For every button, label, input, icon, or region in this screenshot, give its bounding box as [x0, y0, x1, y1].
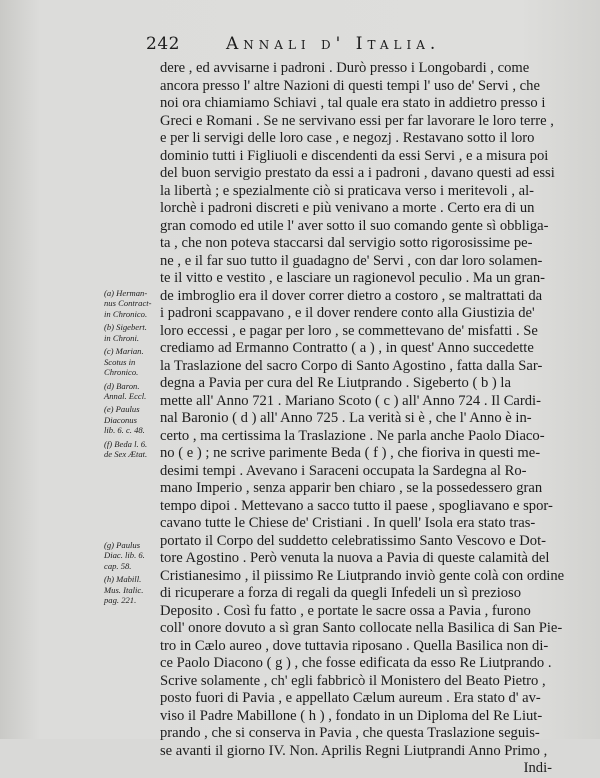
footnote-reference: [104, 574, 162, 605]
footnote-reference: [104, 439, 162, 460]
text-line: loro eccessi , e pagar per loro , se commettevano de' misfatti . Se: [160, 322, 538, 339]
text-line: desimi tempi . Avevano i Saraceni occupata la Sardegna al Ro-: [160, 462, 527, 479]
text-line: Deposito . Così fu fatto , e portate le sacre ossa a Pavia , furono: [160, 602, 531, 619]
footnote-line: (g) Paulus: [104, 540, 141, 550]
text-line: viso il Padre Mabillone ( h ) , fondato in un Diploma del Re Liut-: [160, 707, 543, 724]
text-line: tempo dipoi . Mettevano a sacco tutto il paese , spogliavano e spor-: [160, 497, 553, 514]
text-line: Greci e Romani . Se ne servivano essi per far lavorare le loro terre ,: [160, 112, 554, 129]
footnote-line: (c) Marian.: [104, 346, 144, 357]
footnote-line: Mus. Italic.: [104, 584, 144, 595]
footnote-line: in Chronico.: [104, 308, 148, 319]
text-line: e per li servigi delle loro case , e negozj . Restavano sotto il loro: [160, 130, 535, 146]
footnote-line: in Chroni.: [104, 332, 140, 343]
footnote-line: Diac. lib. 6.: [104, 550, 145, 561]
footnote-line: nus Contract-: [104, 298, 152, 309]
text-line: posto fuori di Pavia , e appellato Cælum aureum . Era stato d' av-: [160, 690, 541, 706]
footnote-line: (a) Herman-: [104, 288, 148, 298]
text-line: prando , che si conserva in Pavia , che questa Traslazione seguis-: [160, 725, 540, 741]
text-line: certo , ma certissima la Traslazione . Ne parla anche Paolo Diaco-: [160, 427, 545, 444]
text-line: degna a Pavia per cura del Re Liutprando . Sigeberto ( b ) la: [160, 375, 511, 391]
footnote-line: Chronico.: [104, 367, 139, 378]
footnote-line: pag. 221.: [104, 595, 137, 606]
running-header: [146, 34, 476, 56]
text-line: tro in Cælo aureo , dove tuttavia riposano . Quella Basilica non di-: [160, 637, 549, 654]
text-line: ce Paolo Diacono ( g ) , che fosse edificata da esso Re Liutprando .: [160, 655, 552, 671]
text-line: la Traslazione del sacro Corpo di Santo Agostino , fatta dalla Sar-: [160, 357, 543, 374]
text-line: la libertà ; e spezialmente ciò si praticava verso i meritevoli , al-: [160, 182, 535, 199]
footnote-reference: [104, 381, 162, 402]
footnote-line: de Sex Ætat.: [104, 449, 148, 460]
text-line: ta , che non poteva staccarsi dal servigio sotto rigorosissime pe-: [160, 235, 533, 251]
text-line: te il vitto e vestito , e lasciare un ragionevol peculio . Ma un gran-: [160, 270, 545, 286]
margin-notes-top: [104, 288, 162, 463]
footnote-line: (h) Mabill.: [104, 574, 142, 585]
footnote-line: (b) Sigebert.: [104, 322, 147, 333]
text-line: gran comodo ed utile l' aver sotto il suo comando gente sì obbliga-: [160, 217, 549, 234]
text-line: cavano tutte le Chiese de' Cristiani . In quell' Isola era stato tras-: [160, 515, 536, 531]
text-line: ancora presso l' altre Nazioni di questi tempi l' uso de' Servi , che: [160, 77, 540, 94]
footnote-reference: [104, 346, 162, 377]
text-line: crediamo ad Ermanno Contratto ( a ) , in quest' Anno succedette: [160, 340, 534, 356]
footnote-reference: [104, 322, 162, 343]
footnote-line: Scotus in: [104, 356, 136, 367]
footnote-line: Diaconus: [104, 414, 137, 425]
text-line: di ricuperare a forza di regali da quegli Infedeli un sì prezioso: [160, 585, 522, 601]
footnote-line: (e) Paulus: [104, 404, 140, 415]
main-text-column: [160, 60, 565, 778]
footnote-line: Annal. Eccl.: [104, 390, 147, 401]
margin-notes-bottom: [104, 540, 162, 609]
text-line: coll' onore dovuto a sì gran Santo collocate nella Basilica di San Pie-: [160, 620, 563, 636]
text-line: Scrive solamente , ch' egli fabbricò il Monistero del Beato Pietro ,: [160, 672, 546, 689]
text-line: dere , ed avvisarne i padroni . Durò presso i Longobardi , come: [160, 60, 530, 76]
text-line: portato il Corpo del suddetto celebratissimo Santo Vescovo e Dot-: [160, 532, 546, 549]
footnote-reference: [104, 288, 162, 319]
text-line: noi ora chiamiamo Schiavi , tal quale era stato in addietro presso i: [160, 95, 546, 111]
catchword: Indi-: [523, 760, 552, 776]
running-title: Annali d' Italia.: [226, 34, 441, 54]
footnote-line: lib. 6. c. 48.: [104, 425, 145, 436]
footnote-line: (f) Beda l. 6.: [104, 438, 148, 449]
text-line: de imbroglio era il dover correr dietro a costoro , se maltrattati da: [160, 287, 543, 304]
text-line: i padroni scappavano , e il dover rendere conto alla Giustizia de': [160, 305, 535, 321]
page-number: 242: [146, 34, 180, 54]
footnote-reference: [104, 404, 162, 435]
text-line: lorchè i padroni discreti e più venivano a morte . Certo era di un: [160, 200, 535, 216]
text-line: nal Baronio ( d ) all' Anno 725 . La verità si è , che l' Anno è in-: [160, 410, 532, 426]
footnote-line: (d) Baron.: [104, 380, 140, 391]
text-line: ne , e il far suo tutto il guadagno de' Servi , con dar loro solamen-: [160, 252, 543, 269]
text-line: mette all' Anno 721 . Mariano Scoto ( c ) all' Anno 724 . Il Cardi-: [160, 392, 541, 409]
text-line: del buon servigio prestato da essi a i padroni , davano questi ad essi: [160, 165, 555, 181]
text-line: tore Agostino . Però venuta la nuova a Pavia di queste calamità del: [160, 550, 550, 566]
text-line: mano Imperio , senza apparir ben chiaro , se la possedessero gran: [160, 480, 543, 496]
text-line: dominio tutti i Figliuoli e discendenti da essi Servi , e a misura poi: [160, 147, 549, 164]
text-line: Cristianesimo , il piissimo Re Liutprando inviò gente colà con ordine: [160, 567, 565, 584]
text-line: no ( e ) ; ne scrive parimente Beda ( f ) , che fioriva in questi me-: [160, 445, 541, 461]
footnote-reference: [104, 540, 162, 571]
footnote-line: cap. 58.: [104, 560, 132, 571]
text-line: se avanti il giorno IV. Non. Aprilis Regni Liutprandi Anno Primo ,: [160, 742, 548, 759]
